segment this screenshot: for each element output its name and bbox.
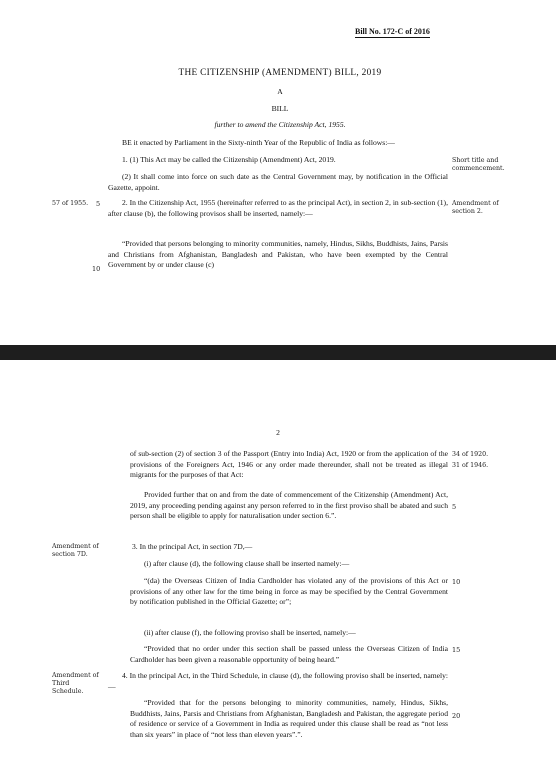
bill-number: Bill No. 172-C of 2016 bbox=[355, 27, 430, 36]
margin-amendment-7d: Amendment of section 7D. bbox=[52, 543, 99, 558]
line-number-10: 10 bbox=[452, 578, 461, 586]
margin-short-title: Short title and commencement. bbox=[452, 157, 505, 172]
line-number-10: 10 bbox=[92, 265, 101, 273]
bill-long-title: further to amend the Citizenship Act, 1955. bbox=[214, 120, 346, 129]
enacting-formula: BE it enacted by Parliament in the Sixty-ninth Year of the Republic of India as follows:— bbox=[122, 138, 395, 147]
section-4: 4. In the principal Act, in the Third Schedule, in clause (d), the following proviso shall be inserted, namely:— bbox=[108, 671, 448, 691]
margin-amendment-third-schedule: Amendment of Third Schedule. bbox=[52, 672, 99, 695]
section-2: 2. In the Citizenship Act, 1955 (hereinafter referred to as the principal Act), in section 2, in sub-section (1), after clause (b), the following provisos shall be inserted, namely:— bbox=[108, 198, 448, 218]
section-3: 3. In the principal Act, in section 7D,— bbox=[132, 542, 253, 551]
page-2 bbox=[0, 360, 556, 779]
proviso-2: Provided further that on and from the date of commencement of the Citizenship (Amendment) Act, 2019, any proceeding pending against any person referred to in the first proviso shall be abated and such person shall be eligible to apply for naturalisation under section 6.”. bbox=[130, 490, 448, 521]
section-3-clause-da: “(da) the Overseas Citizen of India Cardholder has violated any of the provisions of this Act or provisions of any other law for the time being in force as may be specified by the Central Government by notification published in the Official Gazette; or”; bbox=[130, 576, 448, 607]
proviso-continuation: of sub-section (2) of section 3 of the Passport (Entry into India) Act, 1920 or from the application of the provisions of the Foreigners Act, 1946 or any order made thereunder, shall not be treated as illegal migrants for the purposes of that Act: bbox=[130, 449, 448, 480]
page-number: 2 bbox=[276, 428, 280, 437]
section-1-2: (2) It shall come into force on such date as the Central Government may, by notification in the Official Gazette, appoint. bbox=[108, 172, 448, 192]
line-number-5: 5 bbox=[96, 200, 101, 208]
page-separator bbox=[0, 345, 556, 360]
page-1 bbox=[0, 0, 556, 345]
section-4-proviso: “Provided that for the persons belonging to minority communities, namely, Hindus, Sikhs, Buddhists, Jains, Parsis and Christians from Afghanistan, Bangladesh and Pakistan, the aggregate period of residence or service of a Government in India as required under this clause shall be read as “not less than six years” in place of “not less than eleven years”.”. bbox=[130, 698, 448, 739]
section-3-proviso: “Provided that no order under this section shall be passed unless the Overseas Citizen of India Cardholder has been given a reasonable opportunity of being heard.” bbox=[130, 644, 448, 664]
section-1-1: 1. (1) This Act may be called the Citizenship (Amendment) Act, 2019. bbox=[122, 155, 336, 164]
article-a: A bbox=[277, 87, 283, 96]
margin-act-ref-1946: 31 of 1946. bbox=[452, 462, 489, 469]
bill-label: BILL bbox=[271, 104, 289, 113]
line-number-15: 15 bbox=[452, 646, 461, 654]
line-number-20: 20 bbox=[452, 712, 461, 720]
proviso-1: “Provided that persons belonging to minority communities, namely, Hindus, Sikhs, Buddhists, Jains, Parsis and Christians from Afghanistan, Bangladesh and Pakistan, who have been exempted by the Central Government by or under clause (c) bbox=[108, 239, 448, 270]
bill-title: THE CITIZENSHIP (AMENDMENT) BILL, 2019 bbox=[178, 68, 382, 78]
section-3-clause-i: (i) after clause (d), the following clause shall be inserted namely:— bbox=[144, 559, 350, 568]
margin-act-ref-1955: 57 of 1955. bbox=[52, 200, 89, 207]
margin-amendment-section-2: Amendment of section 2. bbox=[452, 200, 499, 215]
margin-act-ref-1920: 34 of 1920. bbox=[452, 451, 489, 458]
section-3-clause-ii: (ii) after clause (f), the following proviso shall be inserted, namely:— bbox=[144, 628, 356, 637]
line-number-5: 5 bbox=[452, 503, 457, 511]
